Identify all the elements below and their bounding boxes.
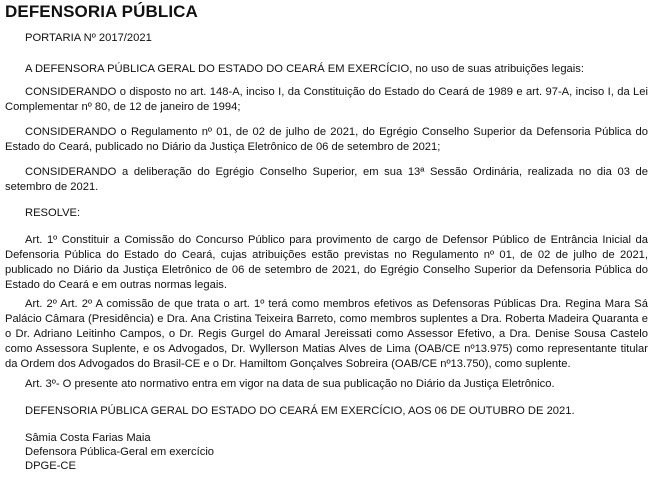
signature-unit: DPGE-CE: [25, 460, 76, 472]
signature-name: Sâmia Costa Farias Maia: [25, 432, 151, 444]
resolve-label: RESOLVE:: [25, 207, 81, 219]
portaria-number: PORTARIA Nº 2017/2021: [25, 32, 152, 44]
considerando-2: CONSIDERANDO o Regulamento nº 01, de 02 de julho de 2021, do Egrégio Conselho Superior da Defensoria Pública do Estado do Ceará, publicado no Diário da Justiça Eletrônico de 06 de setembro de 2021;: [5, 126, 648, 153]
article-1: Art. 1º Constituir a Comissão do Concurso Público para provimento de cargo de Defensor Público de Entrância Inicial da Defensoria Pública do Estado do Ceará, cujas atribuições estão previstas no Regulamento nº 01, de 02 de julho de 2021, publicado no Diário da Justiça Eletrônico de 06 de setembro de 2021, do Egrégio Conselho Superior da Defensoria Pública do Estado do Ceará e em outras normas legais.: [5, 234, 648, 291]
closing-statement: DEFENSORIA PÚBLICA GERAL DO ESTADO DO CEARÁ EM EXERCÍCIO, AOS 06 DE OUTUBRO DE 2021.: [25, 405, 575, 417]
signature-role: Defensora Pública-Geral em exercício: [25, 446, 215, 458]
article-3: Art. 3º- O presente ato normativo entra em vigor na data de sua publicação no Diário da Justiça Eletrônico.: [25, 378, 555, 390]
article-2: Art. 2º Art. 2º A comissão de que trata o art. 1º terá como membros efetivos as Defensoras Públicas Dra. Regina Mara Sá Palácio Câmara (Presidência) e Dra. Ana Cristina Teixeira Barreto, como membros suplentes a Dra. Roberta Madeira Quaranta e o Dr. Adriano Leitinho Campos, o Dr. Regis Gurgel do Amaral Jereissati como Assessor Efetivo, a Dra. Denise Sousa Castelo como Assessora Suplente, e os Advogados, Dr. Wyllerson Matias Alves de Lima (OAB/CE nº13.975) como representante titular da Ordem dos Advogados do Brasil-CE e o Dr. Hamiltom Gonçalves Sobreira (OAB/CE nº13.750), como suplente.: [5, 298, 648, 370]
considerando-3: CONSIDERANDO a deliberação do Egrégio Conselho Superior, em sua 13ª Sessão Ordinária, realizada no dia 03 de setembro de 2021.: [5, 166, 648, 193]
document-heading: DEFENSORIA PÚBLICA: [5, 2, 198, 21]
considerando-1: CONSIDERANDO o disposto no art. 148-A, inciso I, da Constituição do Estado do Ceará de 1989 e art. 97-A, inciso I, da Lei Complementar nº 80, de 12 de janeiro de 1994;: [5, 86, 648, 113]
preamble: A DEFENSORA PÚBLICA GERAL DO ESTADO DO CEARÁ EM EXERCÍCIO, no uso de suas atribuições legais:: [25, 63, 584, 75]
